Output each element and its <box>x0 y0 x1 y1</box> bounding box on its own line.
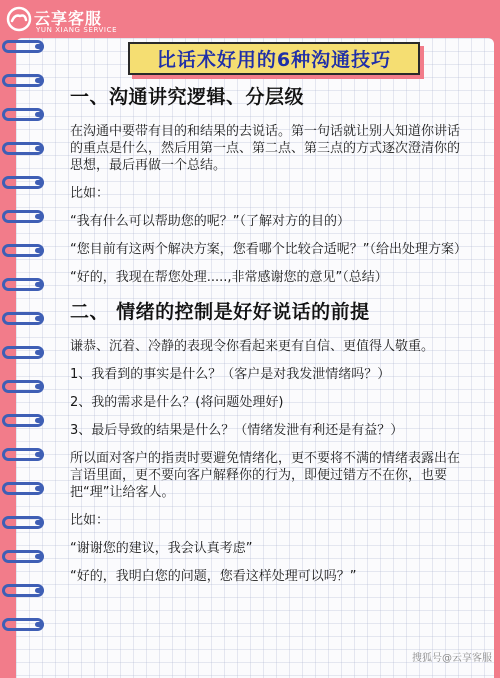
binding-ring <box>2 312 44 325</box>
section-2-question-3: 3、最后导致的结果是什么？（情绪发泄有利还是有益？） <box>70 423 404 438</box>
binding-ring <box>2 346 44 359</box>
section-2-example-2: “好的，我明白您的问题，您看这样处理可以吗？” <box>70 569 357 584</box>
watermark: 搜狐号@云享客服 <box>412 653 492 664</box>
section-1-example-1: “我有什么可以帮助您的呢？”（了解对方的目的） <box>70 214 350 229</box>
binding-ring <box>2 448 44 461</box>
brand-logo <box>6 4 146 38</box>
section-1-example-2: “您目前有这两个解决方案，您看哪个比较合适呢？”（给出处理方案） <box>70 242 467 257</box>
binding-ring <box>2 516 44 529</box>
section-2-question-1: 1、我看到的事实是什么？（客户是对我发泄情绪吗？） <box>70 367 391 382</box>
section-2-note: 所以面对客户的指责时要避免情绪化，更不要将不满的情绪表露出在言语里面，更不要向客户解释你的行为，即便过错方不在你，也要把“理”让给客人。 <box>70 451 461 500</box>
binding-ring <box>2 108 44 121</box>
section-2-heading: 二、 情绪的控制是好好说话的前提 <box>70 301 370 323</box>
binding-ring <box>2 380 44 393</box>
article-body <box>70 82 472 596</box>
binding-ring <box>2 244 44 257</box>
binding-ring <box>2 414 44 427</box>
section-1-heading: 一、沟通讲究逻辑、分层级 <box>70 86 305 108</box>
binding-ring <box>2 618 44 631</box>
binding-ring <box>2 550 44 563</box>
section-1-example-label: 比如： <box>70 186 110 201</box>
spiral-binding <box>0 40 48 660</box>
section-2-example-label: 比如： <box>70 513 110 528</box>
brand-subtitle: YUN XIANG SERVICE <box>36 26 118 34</box>
cloud-logo-icon <box>6 6 32 32</box>
binding-ring <box>2 74 44 87</box>
page-title: 比话术好用的6种沟通技巧 <box>128 42 420 75</box>
section-2-example-1: “谢谢您的建议，我会认真考虑” <box>70 541 253 556</box>
binding-ring <box>2 40 44 53</box>
binding-ring <box>2 482 44 495</box>
binding-ring <box>2 210 44 223</box>
section-2-intro: 谦恭、沉着、冷静的表现令你看起来更有自信、更值得人敬重。 <box>70 339 435 354</box>
binding-ring <box>2 278 44 291</box>
section-1-intro: 在沟通中要带有目的和结果的去说话。第一句话就让别人知道你讲话的重点是什么，然后用第一点、第二点、第三点的方式逐次澄清你的思想，最后再做一个总结。 <box>70 124 461 173</box>
binding-ring <box>2 142 44 155</box>
binding-ring <box>2 176 44 189</box>
brand-name: 云享客服 <box>34 9 103 28</box>
section-2-question-2: 2、我的需求是什么？(将问题处理好) <box>70 395 284 410</box>
section-1-example-3: “好的，我现在帮您处理.....,非常感谢您的意见”（总结） <box>70 270 388 285</box>
binding-ring <box>2 584 44 597</box>
